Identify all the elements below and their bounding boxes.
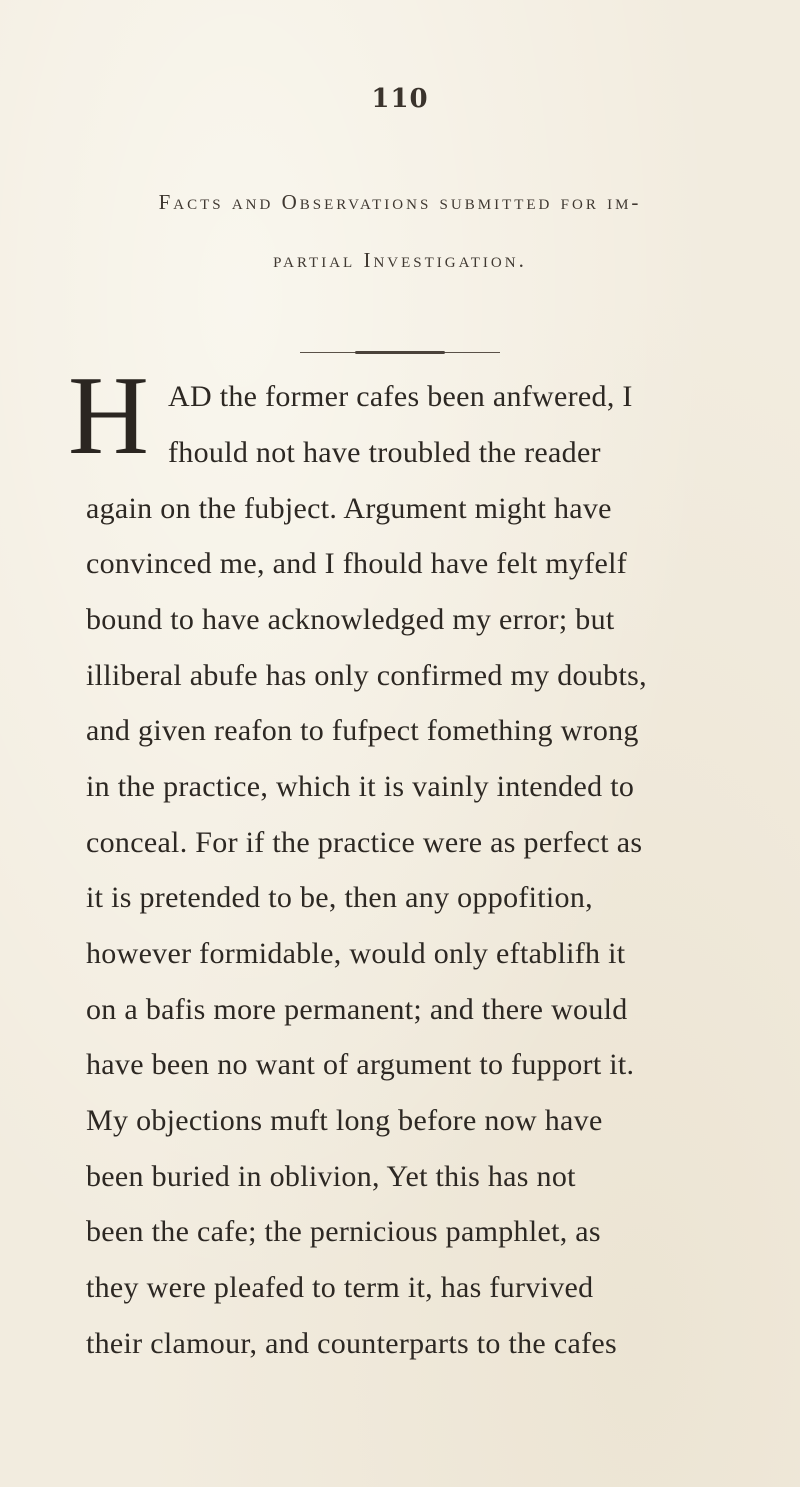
text-line-18: their clamour, and counterparts to the cafes	[86, 1327, 617, 1360]
text-line-16: been the cafe; the pernicious pamphlet, as	[86, 1215, 601, 1248]
text-line-5: bound to have acknowledged my error; but	[86, 603, 615, 636]
text-line-14: My objections muft long before now have	[86, 1104, 603, 1137]
drop-cap: H	[68, 354, 149, 478]
text-line-9: conceal. For if the practice were as perfect as	[86, 826, 643, 859]
text-line-12: on a bafis more permanent; and there would	[86, 993, 628, 1026]
text-line-8: in the practice, which it is vainly intended to	[86, 770, 635, 803]
chapter-heading-line-2: partial Investigation.	[273, 248, 527, 272]
text-line-1: AD the former cafes been anfwered, I	[168, 380, 633, 413]
text-line-7: and given reafon to fufpect fomething wrong	[86, 714, 639, 747]
text-line-13: have been no want of argument to fupport it.	[86, 1048, 635, 1081]
text-line-4: convinced me, and I fhould have felt myfelf	[86, 547, 628, 580]
text-line-15: been buried in oblivion, Yet this has not	[86, 1160, 576, 1193]
chapter-heading-line-1: Facts and Observations submitted for im-	[158, 190, 642, 214]
page-number: 110	[371, 84, 429, 114]
text-line-6: illiberal abufe has only confirmed my doubts,	[86, 659, 647, 692]
text-line-11: however formidable, would only eftablifh it	[86, 937, 626, 970]
text-line-3: again on the fubject. Argument might have	[86, 492, 612, 525]
text-line-10: it is pretended to be, then any oppofition,	[86, 881, 593, 914]
text-line-2: fhould not have troubled the reader	[168, 436, 601, 469]
text-line-17: they were pleafed to term it, has furvived	[86, 1271, 594, 1304]
decorative-rule	[300, 352, 500, 353]
